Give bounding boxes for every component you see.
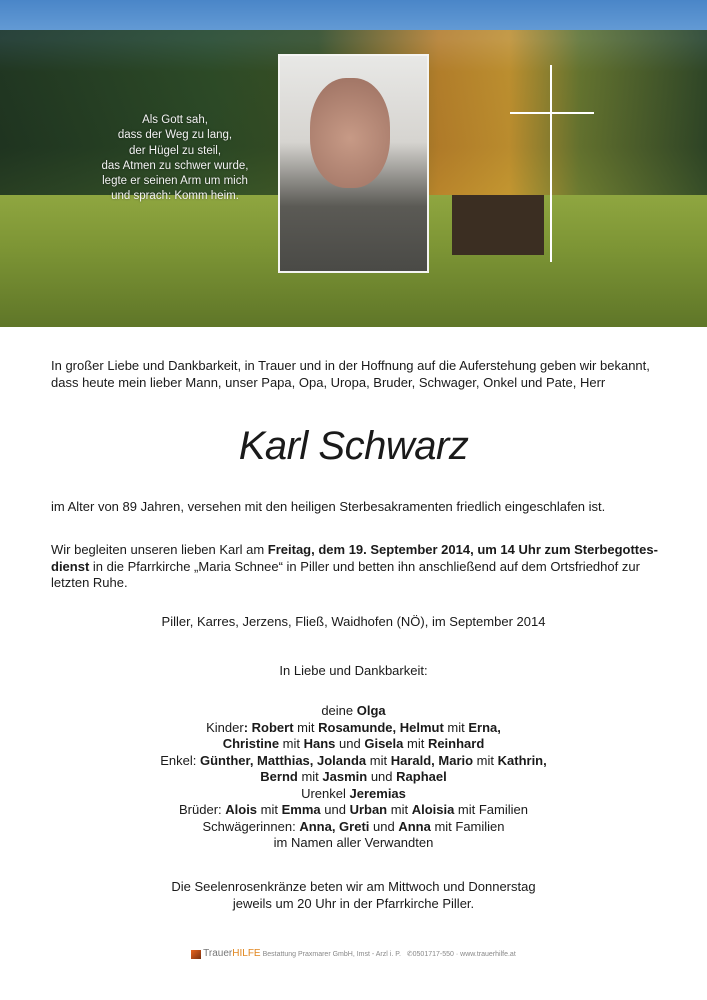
intro-line: In großer Liebe und Dankbarkeit, in Trauer und in der Hoffnung auf die Auferstehung geben wir bekannt, — [51, 358, 650, 373]
family-name: Aloisia — [411, 802, 455, 817]
thanks-heading: In Liebe und Dankbarkeit: — [279, 663, 428, 678]
intro — [51, 358, 661, 391]
family-text: und — [367, 769, 397, 784]
family-name: Hans — [303, 736, 336, 751]
family-text: mit — [366, 752, 391, 768]
website-link[interactable]: www.trauerhilfe.at — [460, 951, 516, 958]
family-text: mit — [403, 736, 428, 751]
family-text: mit — [473, 752, 498, 768]
company: Bestattung Praxmarer GmbH, Imst - Arzl i. P. — [262, 951, 401, 958]
family-line — [0, 769, 707, 786]
family-name: : Robert — [243, 719, 294, 735]
family-name: Urban — [349, 802, 388, 817]
rosary-line: jeweils um 20 Uhr in der Pfarrkirche Piller. — [232, 895, 475, 911]
funeral-text: Wir begleiten unseren lieben Karl am — [51, 542, 268, 557]
family-line — [0, 703, 707, 720]
intro-line: dass heute mein lieber Mann, unser Papa, Opa, Uropa, Bruder, Schwager, Onkel und Pate, Herr — [51, 374, 606, 390]
family-text: mit — [443, 719, 469, 735]
funeral-info — [51, 542, 661, 592]
family-text: mit — [387, 802, 412, 817]
family-text: mit — [257, 802, 282, 817]
poem-line: und sprach: Komm heim. — [111, 190, 239, 203]
family-name: Alois — [225, 802, 258, 817]
family-line — [0, 819, 707, 836]
family-name: Reinhard — [427, 736, 485, 751]
poem-line: dass der Weg zu lang, — [117, 129, 233, 142]
funeral-text: in die Pfarrkirche „Maria Schnee“ in Piller und betten ihn anschließend auf dem Ortsfriedhof zur letzten Ruhe. — [51, 558, 640, 590]
family-name: Günther, Matthias, Jolanda — [200, 752, 367, 768]
poem — [60, 113, 290, 205]
family-line — [0, 786, 707, 803]
family-text: mit — [297, 769, 323, 784]
family-text: und — [369, 818, 399, 834]
phone: 0501717-550 — [412, 951, 454, 958]
cross-icon — [550, 65, 552, 262]
place-date: Piller, Karres, Jerzens, Fließ, Waidhofen (NÖ), im September 2014 — [161, 614, 546, 629]
family-name: Kathrin, — [497, 752, 547, 768]
rosary-line: Die Seelenrosenkränze beten wir am Mittwoch und Donnerstag — [171, 879, 536, 894]
family-text: mit — [279, 736, 304, 751]
brand — [203, 948, 260, 959]
family-text: mit Familien — [430, 818, 505, 834]
poem-line: Als Gott sah, — [142, 114, 208, 126]
phone-icon: ✆ — [406, 951, 413, 958]
family-name: Anna, Greti — [299, 818, 370, 834]
family-line — [0, 720, 707, 737]
family-name: Anna — [398, 818, 431, 834]
family-name: Jasmin — [322, 769, 368, 784]
family-text: und — [320, 802, 350, 817]
poem-line: das Atmen zu schwer wurde, — [101, 159, 249, 172]
family-name: Gisela — [364, 736, 404, 751]
family-text: im Namen aller Verwandten — [273, 835, 434, 850]
poem-line: der Hügel zu steil, — [128, 144, 222, 157]
family-text: Enkel: — [160, 752, 200, 768]
family-name: Rosamunde, Helmut — [318, 719, 444, 735]
poem-line: legte er seinen Arm um mich — [102, 175, 248, 188]
family-name: Harald, Mario — [390, 752, 474, 768]
brand-a: Trauer — [203, 948, 233, 959]
family-text: deine — [321, 703, 357, 718]
family-text: Kinder — [206, 719, 244, 735]
family-line — [0, 736, 707, 753]
family-name: Jeremias — [349, 785, 406, 801]
family-line — [0, 753, 707, 770]
family-name: Raphael — [396, 769, 447, 784]
family-name: Emma — [281, 802, 321, 817]
family-name: Christine — [222, 736, 280, 751]
footer: TrauerHILFE Bestattung Praxmarer GmbH, Imst - Arzl i. P. ✆0501717-550 · www.trauerhilfe.at — [0, 948, 707, 959]
family-list — [0, 703, 707, 852]
deceased-name: Karl Schwarz — [238, 424, 469, 468]
family-name: Erna, — [468, 719, 501, 735]
family-text: mit — [293, 719, 319, 735]
family-text: Urenkel — [301, 785, 350, 801]
portrait-photo — [278, 54, 429, 273]
family-text: und — [335, 736, 365, 751]
face — [310, 78, 390, 188]
funeral-date: Freitag, dem 19. September 2014, um 14 Uhr zum Sterbegottes-dienst — [51, 542, 658, 574]
logo-icon — [191, 950, 201, 959]
family-text: mit Familien — [454, 802, 528, 817]
age-line: im Alter von 89 Jahren, versehen mit den heiligen Sterbesakramenten friedlich eingeschlafen ist. — [51, 499, 606, 514]
family-text: Schwägerinnen: — [202, 818, 300, 834]
family-line — [0, 802, 707, 819]
family-text: Brüder: — [179, 802, 226, 817]
brand-b: HILFE — [232, 948, 261, 959]
family-name: Olga — [356, 703, 386, 718]
cross-icon-bar — [510, 112, 594, 114]
family-line — [0, 835, 707, 852]
hut — [452, 195, 544, 255]
rosary — [0, 879, 707, 912]
family-name: Bernd — [260, 769, 298, 784]
